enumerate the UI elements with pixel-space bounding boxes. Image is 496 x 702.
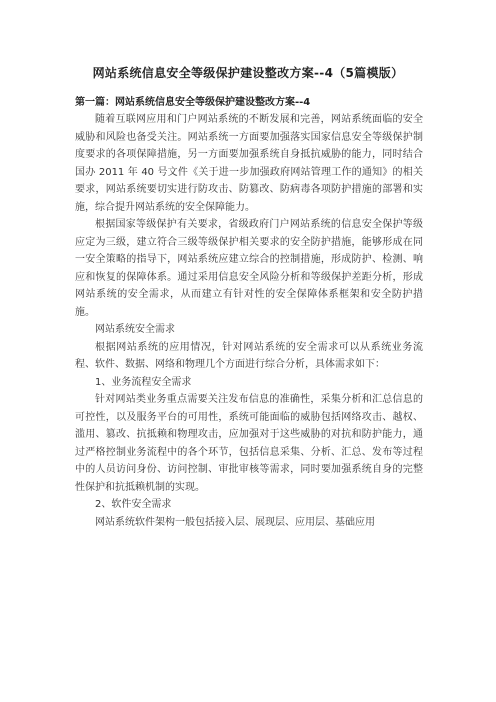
paragraph: 针对网站类业务重点需要关注发布信息的准确性，采集分析和汇总信息的可控性，以及服务平台的可用性，系统可能面临的威胁包括网络攻击、越权、滥用、篡改、抗抵赖和物理攻击，应加强对于这些威胁的对抗和防护能力，通过严格控制业务流程中的各个环节，包括信息采集、分析、汇总、发布等过程中的人员访问身份、访问控制、审批审核等需求，同时要加强系统自身的完整性保护和抗抵赖机制的实现。 <box>75 394 423 493</box>
subheading: 2、软件安全需求 <box>95 499 172 510</box>
section-title: 第一篇：网站系统信息安全等级保护建设整改方案--4 <box>75 97 311 108</box>
paragraph: 根据网站系统的应用情况，针对网站系统的安全需求可以从系统业务流程、软件、数据、网络和物理几个方面进行综合分析，具体需求如下： <box>75 341 423 370</box>
subheading: 网站系统安全需求 <box>95 324 175 335</box>
document-title: 网站系统信息安全等级保护建设整改方案--4（5篇模版） <box>92 66 404 80</box>
paragraph: 网站系统软件架构一般包括接入层、展现层、应用层、基础应用 <box>95 516 375 528</box>
document-body <box>75 111 423 531</box>
paragraph: 根据国家等级保护有关要求，省级政府门户网站系统的信息安全保护等级应定为三级，建立符合三级等级保护相关要求的安全防护措施，能够形成在同一安全策略的指导下，网站系统应建立综合的控制措施，形成防护、检测、响应和恢复的保障体系。通过采用信息安全风险分析和等级保护差距分析，形成网站系统的安全需求，从而建立有针对性的安全保障体系框架和安全防护措施。 <box>75 219 423 318</box>
subheading: 1、业务流程安全需求 <box>95 376 192 388</box>
paragraph: 随着互联网应用和门户网站系统的不断发展和完善，网站系统面临的安全威胁和风险也备受关注。网站系统一方面要加强落实国家信息安全等级保护制度要求的各项保障措施，另一方面要加强系统自身抵抗威胁的能力，同时结合国办 2011 年 40 号文件《关于进一步加强政府网站管理工作的通知》的相关要求，网站系统要切实进行防攻击、防篡改、防病毒各项防护措施的部署和实施，综合提升网站系统的安全保障能力。 <box>75 114 423 213</box>
